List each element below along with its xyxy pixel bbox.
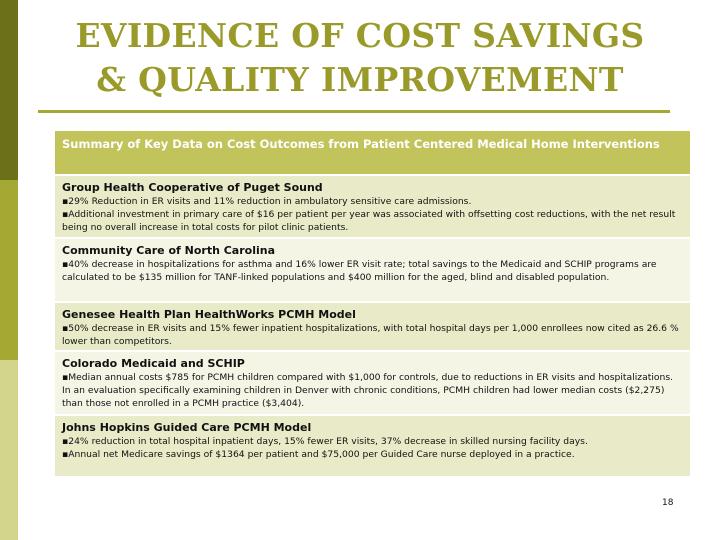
row-title: Johns Hopkins Guided Care PCMH Model bbox=[62, 421, 312, 434]
table-row bbox=[55, 414, 690, 476]
row-bullet: ▪29% Reduction in ER visits and 11% reduction in ambulatory sensitive care admissions. bbox=[62, 196, 472, 207]
decorative-side-bar-top bbox=[0, 0, 18, 180]
decorative-side-bar-middle bbox=[0, 180, 18, 360]
row-title: Colorado Medicaid and SCHIP bbox=[62, 357, 245, 370]
row-bullet: ▪Annual net Medicare savings of $1364 per patient and $75,000 per Guided Care nurse deployed in a practice. bbox=[62, 449, 575, 461]
row-bullet: ▪50% decrease in ER visits and 15% fewer inpatient hospitalizations, with total hospital days per 1,000 enrollees now cited as 26.6 % lower than competitors. bbox=[62, 323, 679, 348]
row-bullet: ▪24% reduction in total hospital inpatient days, 15% fewer ER visits, 37% decrease in skilled nursing facility days. bbox=[62, 436, 588, 447]
table-row bbox=[55, 301, 690, 350]
table-row bbox=[55, 350, 690, 414]
row-bullet: ▪Median annual costs $785 for PCMH children compared with $1,000 for controls, due to reductions in ER visits and hospitalizations. In an evaluation specifically examining children in Denver with chronic conditions, PCMH children had lower median costs ($2,275) than those not enrolled in a PCMH practice ($3,404). bbox=[62, 372, 674, 410]
slide-title-line-2: & QUALITY IMPROVEMENT bbox=[96, 60, 624, 99]
slide-title bbox=[30, 14, 690, 102]
row-title: Community Care of North Carolina bbox=[62, 244, 276, 257]
table-row bbox=[55, 174, 690, 237]
summary-table-header: Summary of Key Data on Cost Outcomes from Patient Centered Medical Home Interventions bbox=[55, 131, 690, 174]
row-bullet: ▪Additional investment in primary care of $16 per patient per year was associated with offsetting cost reductions, with the net result being no overall increase in total costs for pilot clinic patients. bbox=[62, 209, 676, 234]
row-title: Group Health Cooperative of Puget Sound bbox=[62, 181, 323, 194]
summary-table bbox=[55, 131, 690, 476]
row-bullet: ▪40% decrease in hospitalizations for asthma and 16% lower ER visit rate; total savings to the Medicaid and SCHIP programs are calculated to be $135 million for TANF-linked populations and $400 million for the aged, blind and disabled population. bbox=[62, 259, 657, 284]
title-divider bbox=[38, 110, 670, 113]
decorative-side-bar-bottom bbox=[0, 360, 18, 540]
page-number: 18 bbox=[662, 498, 674, 508]
table-row bbox=[55, 237, 690, 301]
row-title: Genesee Health Plan HealthWorks PCMH Model bbox=[62, 308, 356, 321]
slide-title-line-1: EVIDENCE OF COST SAVINGS bbox=[75, 16, 645, 55]
